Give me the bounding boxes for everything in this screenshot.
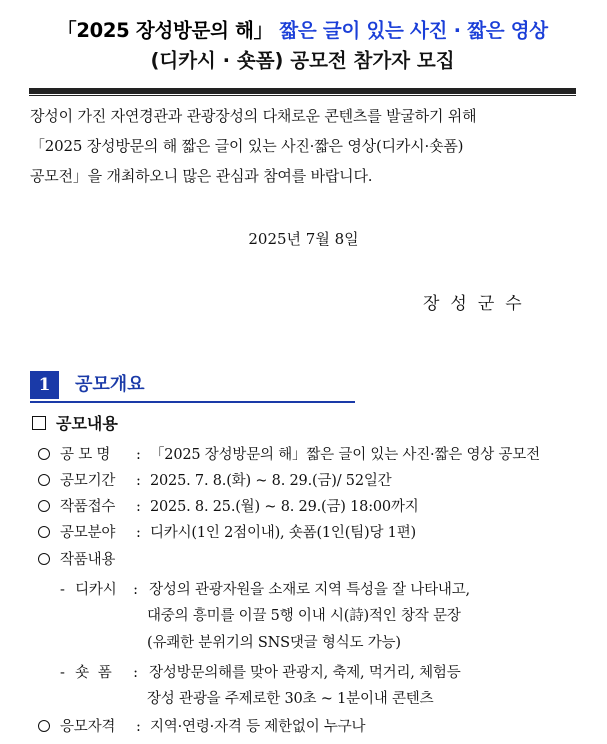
item-label: 공모기간 [60,473,116,489]
circle-bullet-icon [38,526,50,538]
intro-line: 「2025 장성방문의 해 짧은 글이 있는 사진·짧은 영상(디카시·숏폼) [30,137,464,155]
item-label: 공모분야 [60,525,116,541]
circle-bullet-icon [38,500,50,512]
square-bullet-icon [32,416,46,430]
detail-shortform: - 숏 폼 : 장성방문의해를 맞아 관광지, 축제, 먹거리, 체험등 [60,661,461,685]
section-number-badge: 1 [30,371,59,399]
item-label: 공 모 명 [60,447,111,463]
circle-bullet-icon [38,553,50,565]
detail-line: 대중의 흥미를 이끌 5행 이내 시(詩)적인 창작 문장 [147,608,461,624]
circle-bullet-icon [38,474,50,486]
list-item-period: 공모기간 : 2025. 7. 8.(화) ~ 8. 29.(금)/ 52일간 [38,469,391,493]
title-line-2: (디카시 · 숏폼) 공모전 참가자 모집 [150,49,455,72]
title-thin-rule [29,95,576,96]
intro-line: 공모전」을 개최하오니 많은 관심과 참여를 바랍니다. [30,167,373,185]
circle-bullet-icon [38,720,50,732]
item-value: 지역·연령·자격 등 제한없이 누구나 [150,719,366,735]
issuing-organization: 장성군수 [423,294,533,314]
list-item-submission: 작품접수 : 2025. 8. 25.(월) ~ 8. 29.(금) 18:00까지 [38,495,419,519]
section-underline [30,401,355,403]
item-label: 응모자격 [60,719,116,735]
item-value: 디카시(1인 2점이내), 숏폼(1인(팀)당 1편) [150,525,416,541]
item-label: 작품내용 [60,552,116,568]
detail-line: 장성 관광을 주제로한 30초 ~ 1분이내 콘텐츠 [147,691,434,707]
title-event-name: 「2025 장성방문의 해」 [57,19,273,42]
notice-title [29,16,576,86]
title-line-1 [29,16,576,46]
detail-line: (유쾌한 분위기의 SNS댓글 형식도 가능) [147,635,401,651]
subsection-title: 공모내용 [56,414,118,433]
detail-line: 장성의 관광자원을 소재로 지역 특성을 잘 나타내고, [149,582,470,598]
detail-line: 장성방문의해를 맞아 관광지, 축제, 먹거리, 체험등 [149,665,461,681]
dash-bullet: - [60,582,65,598]
subsection-heading [32,412,118,436]
detail-label: 숏 폼 [75,665,112,681]
list-item-category: 공모분야 : 디카시(1인 2점이내), 숏폼(1인(팀)당 1편) [38,521,416,545]
list-item-content [38,548,136,572]
detail-label: 디카시 [75,582,117,598]
title-thick-rule [29,88,576,94]
item-value: 2025. 8. 25.(월) ~ 8. 29.(금) 18:00까지 [150,499,419,515]
item-value: 「2025 장성방문의 해」짧은 글이 있는 사진·짧은 영상 공모전 [150,447,540,463]
dash-bullet: - [60,665,65,681]
list-item-contest-name: 공 모 명 : 「2025 장성방문의 해」짧은 글이 있는 사진·짧은 영상 공모전 [38,443,540,467]
detail-digicasi: - 디카시 : 장성의 관광자원을 소재로 지역 특성을 잘 나타내고, [60,578,470,602]
section-title: 공모개요 [75,374,145,395]
intro-line: 장성이 가진 자연경관과 관광장성의 다채로운 콘텐츠를 발굴하기 위해 [30,107,477,125]
intro-paragraph [30,101,576,191]
notice-date: 2025년 7월 8일 [248,230,359,248]
item-label: 작품접수 [60,499,116,515]
circle-bullet-icon [38,448,50,460]
title-highlight: 짧은 글이 있는 사진 · 짧은 영상 [279,19,548,42]
list-item-eligibility: 응모자격 : 지역·연령·자격 등 제한없이 누구나 [38,715,365,739]
item-value: 2025. 7. 8.(화) ~ 8. 29.(금)/ 52일간 [150,473,392,489]
